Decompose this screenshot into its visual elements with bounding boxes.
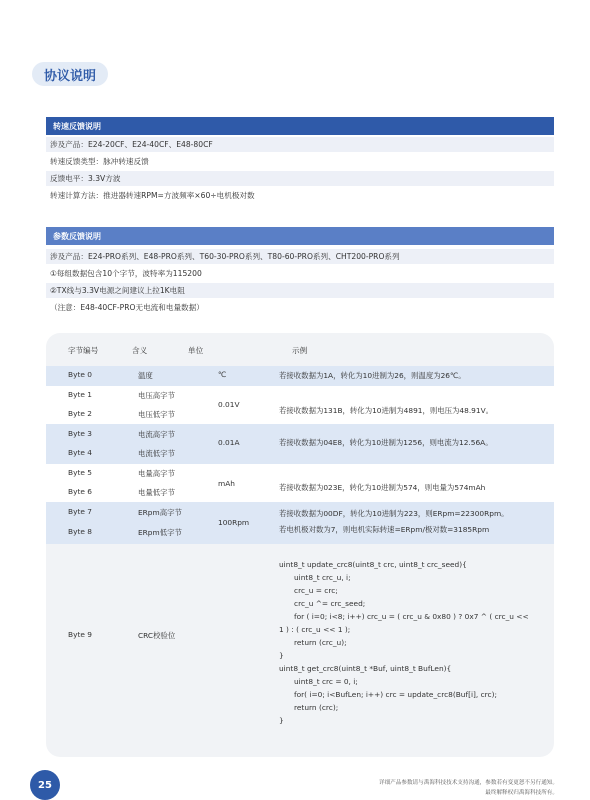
param-line-products: 涉及产品：E24-PRO系列、E48-PRO系列、T60-30-PRO系列、T80-60-PRO系列、CHT200-PRO系列	[46, 249, 554, 264]
example-current: 若接收数据为04E8，转化为10进制为1256，则电流为12.56A。	[279, 438, 493, 447]
speed-section-header: 转速反馈说明	[46, 117, 554, 135]
code-line: crc_u = crc;	[294, 586, 338, 595]
speed-line-products: 涉及产品：E24-20CF、E24-40CF、E48-80CF	[46, 137, 554, 152]
param-section-header: 参数反馈说明	[46, 227, 554, 245]
code-line: return (crc);	[294, 703, 339, 712]
meaning-volt-high: 电压高字节	[138, 391, 175, 400]
footer-note-2: 最终解释权归禹海科技所有。	[485, 790, 558, 796]
param-line-bytes: ①每组数据包含10个字节，波特率为115200	[50, 269, 202, 278]
speed-line-level: 反馈电平：3.3V方波	[46, 171, 554, 186]
byte-0: Byte 0	[68, 370, 92, 379]
meaning-current-high: 电流高字节	[138, 430, 175, 439]
code-line: for ( i=0; i<8; i++) crc_u = ( crc_u & 0x80 ) ? 0x7 ^ ( crc_u <<	[294, 612, 529, 621]
unit-charge: mAh	[218, 479, 235, 488]
code-line: uint8_t get_crc8(uint8_t *Buf, uint8_t BufLen){	[279, 664, 452, 673]
footer-note-1: 详细产品参数请与禹海科技技术支持沟通，参数若有变更恕不另行通知。	[378, 780, 558, 786]
unit-current: 0.01A	[218, 438, 240, 447]
unit-volt: 0.01V	[218, 400, 240, 409]
page-title: 协议说明	[32, 62, 108, 86]
byte-1: Byte 1	[68, 390, 92, 399]
byte-9: Byte 9	[68, 630, 92, 639]
code-line: return (crc_u);	[294, 638, 347, 647]
code-line: uint8_t crc = 0, i;	[294, 677, 358, 686]
example-temp: 若接收数据为1A，转化为10进制为26，则温度为26℃。	[279, 371, 466, 380]
code-line: crc_u ^= crc_seed;	[294, 599, 366, 608]
code-line: 1 ) : ( crc_u << 1 );	[279, 625, 351, 634]
table-header-byte: 字节编号	[68, 346, 99, 355]
example-erpm-2: 若电机极对数为7，则电机实际转速=ERpm/极对数=3185Rpm	[279, 525, 490, 534]
byte-3: Byte 3	[68, 429, 92, 438]
meaning-current-low: 电流低字节	[138, 449, 175, 458]
meaning-charge-low: 电量低字节	[138, 488, 175, 497]
byte-4: Byte 4	[68, 448, 92, 457]
speed-line-type: 转速反馈类型：脉冲转速反馈	[50, 157, 149, 166]
table-header-unit: 单位	[188, 346, 204, 355]
unit-temp: ℃	[218, 370, 227, 379]
table-header-example: 示例	[292, 346, 308, 355]
meaning-temp: 温度	[138, 371, 153, 380]
param-line-note: （注意：E48-40CF-PRO无电流和电量数据）	[50, 303, 204, 312]
meaning-erpm-low: ERpm低字节	[138, 528, 182, 537]
page-number: 25	[30, 770, 60, 800]
example-erpm-1: 若接收数据为00DF，转化为10进制为223，则ERpm=22300Rpm。	[279, 509, 509, 518]
code-line: }	[279, 716, 284, 725]
byte-5: Byte 5	[68, 468, 92, 477]
meaning-charge-high: 电量高字节	[138, 469, 175, 478]
table-header-meaning: 含义	[132, 346, 148, 355]
example-volt: 若接收数据为131B，转化为10进制为4891，则电压为48.91V。	[279, 406, 494, 415]
unit-erpm: 100Rpm	[218, 518, 250, 527]
byte-8: Byte 8	[68, 527, 92, 536]
meaning-crc: CRC校验位	[138, 631, 176, 640]
code-line: }	[279, 651, 284, 660]
example-charge: 若接收数据为023E，转化为10进制为574，则电量为574mAh	[279, 483, 486, 492]
meaning-erpm-high: ERpm高字节	[138, 508, 182, 517]
byte-6: Byte 6	[68, 487, 92, 496]
code-line: uint8_t update_crc8(uint8_t crc, uint8_t crc_seed){	[279, 560, 467, 569]
speed-line-formula: 转速计算方法：推进器转速RPM=方波频率×60÷电机极对数	[50, 191, 255, 200]
code-line: for( i=0; i<BufLen; i++) crc = update_crc8(Buf[i], crc);	[294, 690, 497, 699]
byte-7: Byte 7	[68, 507, 92, 516]
code-line: uint8_t crc_u, i;	[294, 573, 351, 582]
meaning-volt-low: 电压低字节	[138, 410, 175, 419]
byte-2: Byte 2	[68, 409, 92, 418]
param-line-pullup: ②TX线与3.3V电源之间建议上拉1K电阻	[46, 283, 554, 298]
